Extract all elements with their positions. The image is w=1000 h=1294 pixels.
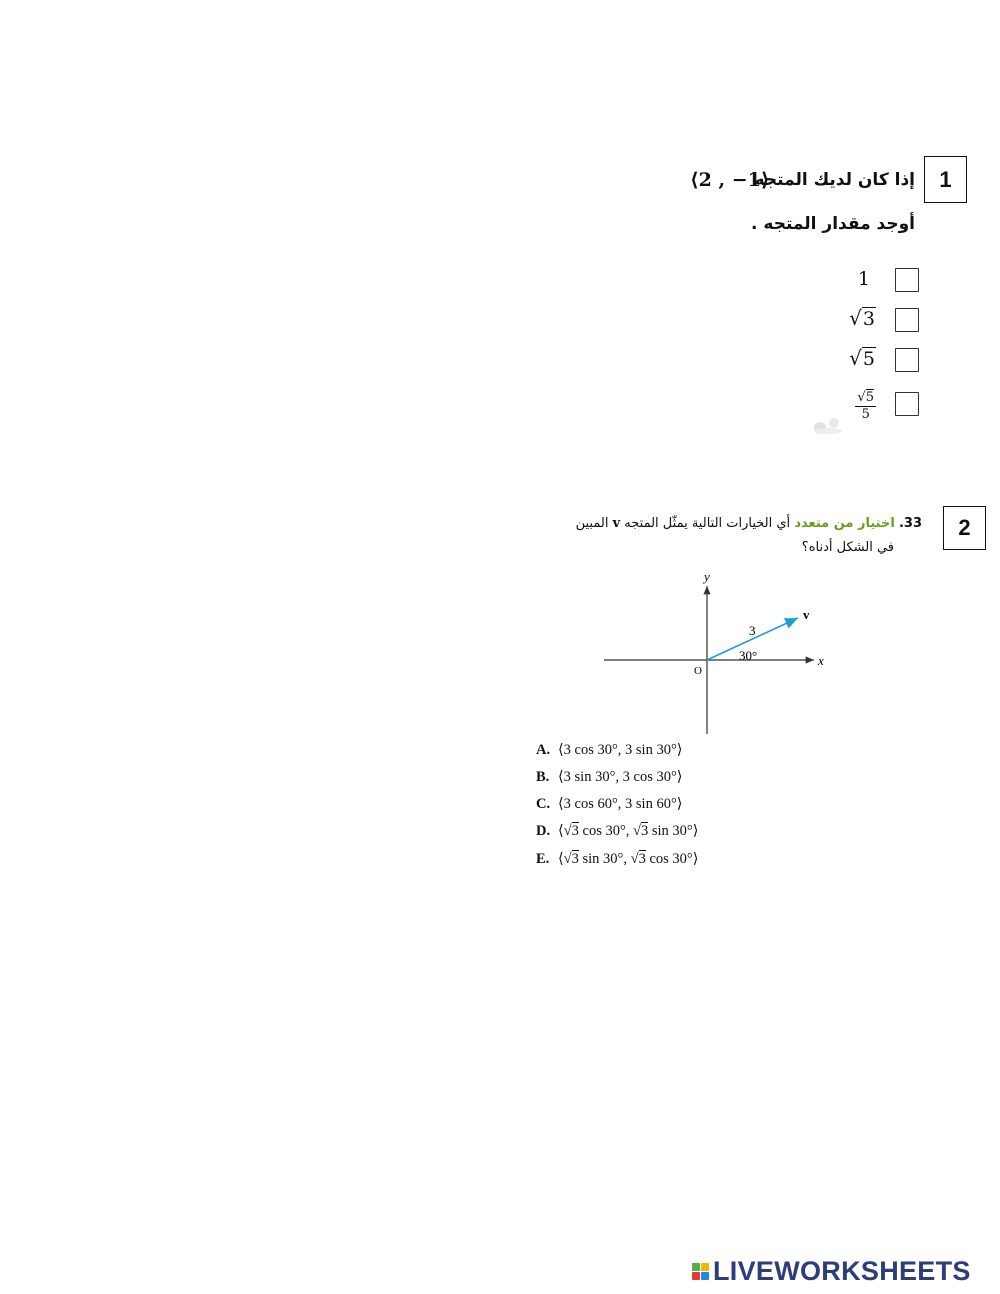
- question-type-tag: اختيار من متعدد: [794, 516, 895, 531]
- answer-label-d: $\frac{√5}{5}$: [857, 390, 874, 423]
- radicand: 3: [571, 851, 579, 867]
- angle-bracket: ⟨: [558, 851, 564, 867]
- logo-text: LIVEWORKSHEETS: [713, 1256, 971, 1286]
- choice-text: ⟨3 cos 60°, 3 sin 60°⟩: [558, 796, 683, 812]
- numerator-radicand: 5: [865, 390, 874, 405]
- choice-text: ⟨3 cos 30°, 3 sin 30°⟩: [558, 742, 683, 758]
- choice-text: sin 30°,: [578, 851, 631, 867]
- liveworksheets-logo[interactable]: [692, 1256, 971, 1287]
- x-axis-label: x: [818, 653, 824, 668]
- answer-label-a: 1: [857, 268, 870, 290]
- sqrt-symbol: √: [849, 306, 862, 330]
- question-number-box: [943, 506, 986, 550]
- denominator: 5: [861, 407, 870, 423]
- question-text-line2: أوجد مقدار المتجه .: [751, 214, 915, 234]
- question-number-box: [924, 156, 967, 203]
- sqrt-symbol: √: [849, 346, 862, 370]
- logo-square: [701, 1272, 709, 1280]
- radicand: 3: [571, 823, 579, 839]
- answer-label-c: [849, 346, 876, 370]
- choice-c: [536, 796, 682, 813]
- logo-square: [692, 1263, 700, 1271]
- radicand: 5: [862, 348, 875, 370]
- question-text-end: المبين: [575, 516, 609, 531]
- radicand: 3: [641, 823, 649, 839]
- watermark-smudge: [808, 414, 848, 434]
- choice-b: [536, 769, 682, 786]
- choice-letter: E.: [536, 851, 550, 867]
- angle-label: 30°: [739, 648, 758, 663]
- origin-label: O: [694, 665, 702, 677]
- logo-square: [692, 1272, 700, 1280]
- choice-text: sin 30°⟩: [648, 823, 699, 839]
- radicand: 3: [862, 308, 875, 330]
- choice-text: cos 30°⟩: [645, 851, 699, 867]
- question-number: 1: [939, 166, 952, 192]
- answer-label-b: [849, 306, 876, 330]
- choice-text: ⟨3 sin 30°, 3 cos 30°⟩: [558, 769, 683, 785]
- choice-letter: D.: [536, 823, 551, 839]
- choice-letter: B.: [536, 769, 550, 785]
- magnitude-label: 3: [749, 623, 756, 638]
- y-axis-label: y: [704, 569, 710, 584]
- question-text-line1: [576, 516, 922, 531]
- answer-checkbox-d[interactable]: [895, 392, 919, 416]
- item-number: 33.: [898, 516, 922, 531]
- answer-checkbox-b[interactable]: [895, 308, 919, 332]
- vector-label: v: [803, 607, 810, 622]
- angle-bracket: ⟨: [558, 823, 564, 839]
- answer-checkbox-c[interactable]: [895, 348, 919, 372]
- question-vector: ⟨2 , −1⟩: [690, 169, 770, 191]
- answer-checkbox-a[interactable]: [895, 268, 919, 292]
- choice-letter: C.: [536, 796, 551, 812]
- choice-letter: A.: [536, 742, 551, 758]
- choice-e: E. ⟨√3 sin 30°, √3 cos 30°⟩: [536, 851, 699, 867]
- choice-text: cos 30°,: [578, 823, 634, 839]
- choice-d: D. ⟨√3 cos 30°, √3 sin 30°⟩: [536, 823, 699, 839]
- question-text-line1: إذا كان لديك المتجه: [754, 170, 915, 190]
- question-text: أي الخيارات التالية يمثّل المتجه: [624, 516, 791, 531]
- logo-square: [701, 1263, 709, 1271]
- question-text-line2: في الشكل أدناه؟: [801, 540, 894, 555]
- vector-letter: v: [612, 516, 621, 531]
- logo-mark-icon: [692, 1263, 709, 1280]
- question-number: 2: [958, 515, 971, 540]
- vector-figure: [600, 568, 835, 738]
- choice-a: [536, 742, 682, 759]
- radicand: 3: [638, 851, 646, 867]
